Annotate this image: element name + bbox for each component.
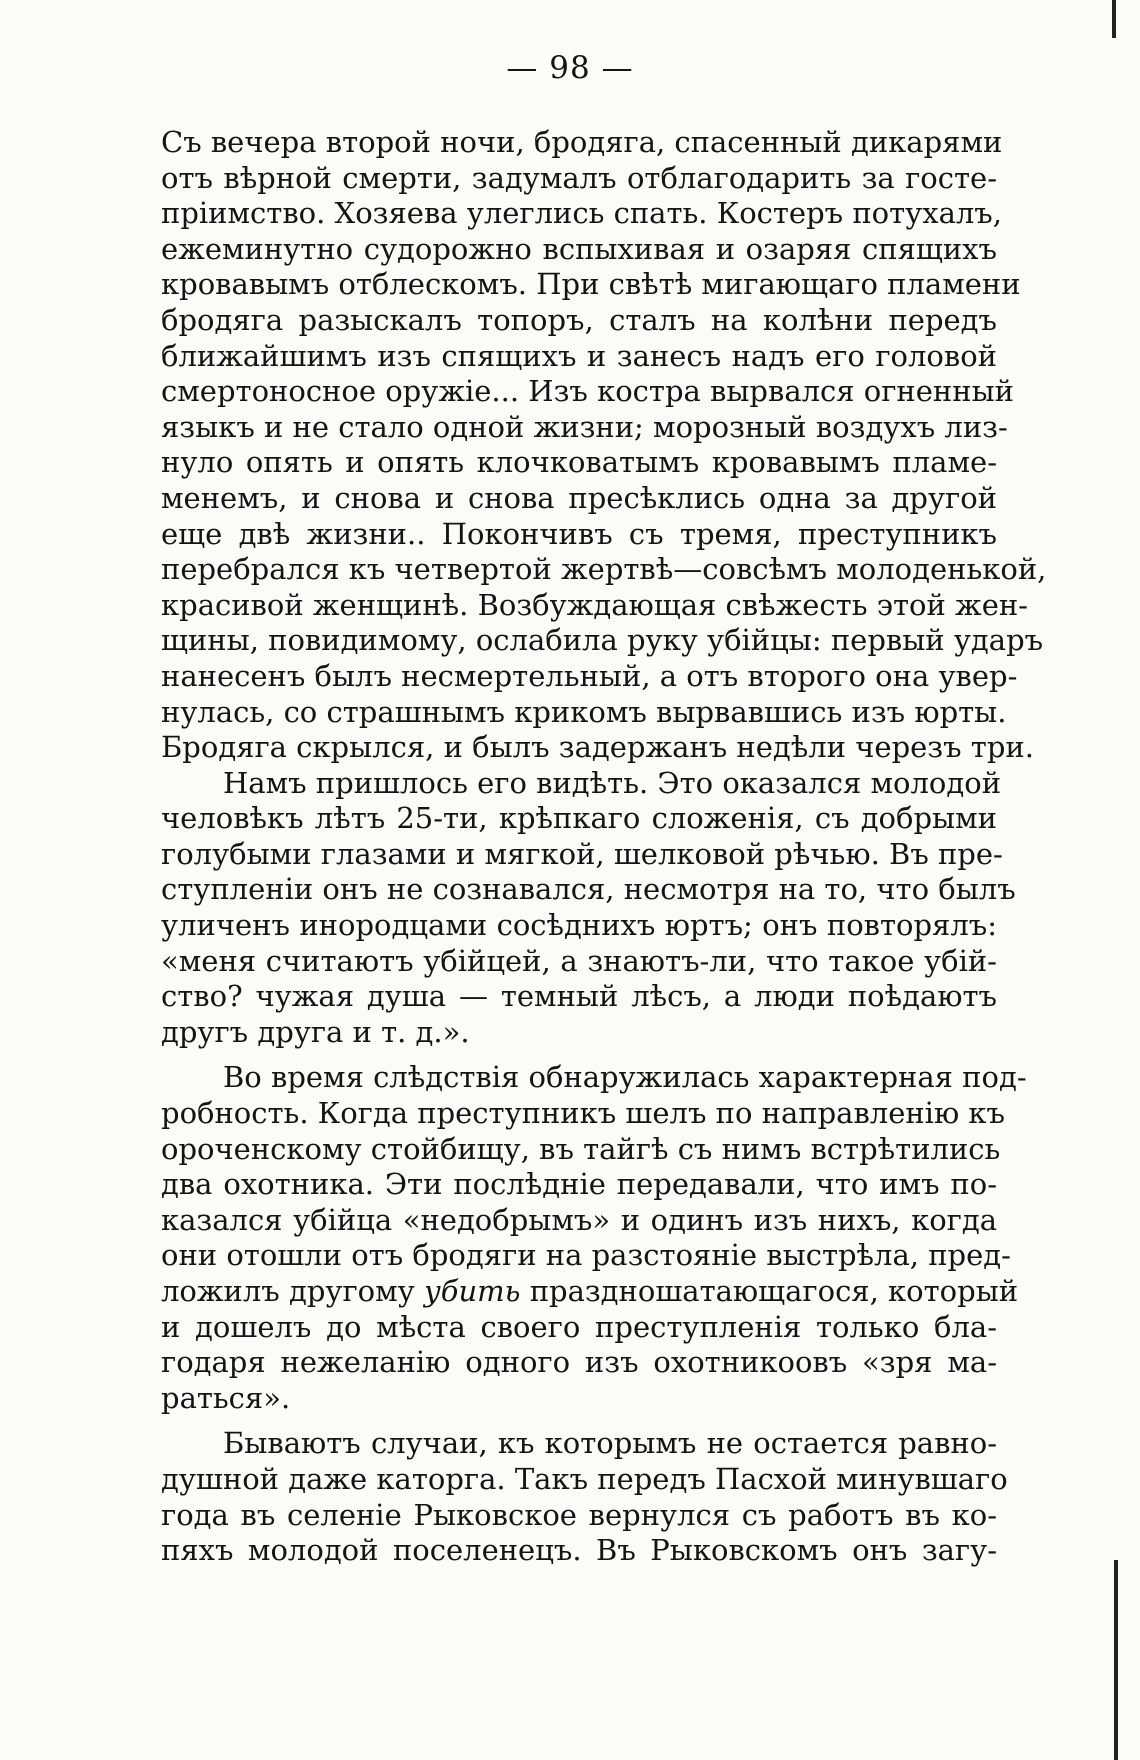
text-fragment: праздношатающагося, который: [529, 1274, 1019, 1308]
text-line: нанесенъ былъ несмертельный, а отъ второго она увер-: [161, 658, 1018, 693]
text-line: два охотника. Эти послѣдніе передавали, что имъ по-: [161, 1167, 997, 1202]
text-line: пяхъ молодой поселенецъ. Въ Рыковскомъ онъ загу-: [161, 1533, 997, 1568]
text-line: уличенъ инородцами сосѣднихъ юртъ; онъ повторялъ:: [161, 908, 997, 943]
text-line-with-italic: [161, 1274, 1019, 1310]
paragraph-first-line: Бываютъ случаи, къ которымъ не остается равно-: [223, 1426, 997, 1461]
text-line: ступленіи онъ не сознавался, несмотря на то, что былъ: [161, 872, 1016, 907]
text-line: нулась, со страшнымъ крикомъ вырвавшись изъ юрты.: [161, 694, 1007, 729]
text-line: отъ вѣрной смерти, задумалъ отблагодарить за госте-: [161, 160, 997, 195]
paragraph-first-line: Намъ пришлось его видѣть. Это оказался молодой: [223, 765, 1002, 800]
text-line: красивой женщинѣ. Возбуждающая свѣжесть этой жен-: [161, 587, 1028, 622]
text-line: ближайшимъ изъ спящихъ и занесъ надъ его головой: [161, 338, 997, 373]
body-text: [161, 125, 1047, 1569]
text-line: пріимство. Хозяева улеглись спать. Костеръ потухалъ,: [161, 196, 1002, 231]
page-number: — 98 —: [506, 50, 634, 86]
text-line: смертоносное оружіе... Изъ костра вырвался огненный: [161, 374, 1014, 409]
scan-edge-mark-top: [1112, 0, 1116, 38]
paragraph-first-line: Во время слѣдствія обнаружилась характерная под-: [223, 1060, 1027, 1095]
scan-edge-mark-bottom: [1114, 1560, 1118, 1760]
text-line: раться».: [161, 1380, 291, 1415]
text-line: голубыми глазами и мягкой, шелковой рѣчью. Въ пре-: [161, 836, 1003, 871]
text-line: они отошли отъ бродяги на разстояніе выстрѣла, пред-: [161, 1238, 1011, 1273]
text-line: ство? чужая душа — темный лѣсъ, а люди поѣдаютъ: [161, 979, 997, 1014]
text-line: казался убійца «недобрымъ» и одинъ изъ нихъ, когда: [161, 1202, 997, 1237]
text-line: Бродяга скрылся, и былъ задержанъ недѣли черезъ три.: [161, 730, 1034, 765]
text-fragment: ложилъ другому: [161, 1274, 415, 1308]
text-line: и дошелъ до мѣста своего преступленія только бла-: [161, 1309, 997, 1344]
text-line: менемъ, и снова и снова пресѣклись одна за другой: [161, 480, 997, 515]
text-line: года въ селеніе Рыковское вернулся съ работъ въ ко-: [161, 1497, 997, 1532]
text-line: другъ друга и т. д.».: [161, 1014, 470, 1049]
text-line: еще двѣ жизни.. Покончивъ съ тремя, преступникъ: [161, 516, 997, 551]
text-line: кровавымъ отблескомъ. При свѣтѣ мигающаго пламени: [161, 267, 1021, 302]
text-line: человѣкъ лѣтъ 25-ти, крѣпкаго сложенія, съ добрыми: [161, 801, 997, 836]
text-line: языкъ и не стало одной жизни; морозный воздухъ лиз-: [161, 409, 1008, 444]
text-line: ороченскому стойбищу, въ тайгѣ съ нимъ встрѣтились: [161, 1131, 1001, 1166]
text-line: годаря нежеланію одного изъ охотникоовъ «зря ма-: [161, 1345, 997, 1380]
text-line: Съ вечера второй ночи, бродяга, спасенный дикарями: [161, 125, 1003, 159]
text-line: «меня считаютъ убійцей, а знаютъ-ли, что такое убій-: [161, 943, 997, 978]
text-line: нуло опять и опять клочковатымъ кровавымъ пламе-: [161, 445, 997, 480]
text-line: бродяга разыскалъ топоръ, сталъ на колѣни передъ: [161, 302, 997, 337]
text-line: щины, повидимому, ослабила руку убійцы: первый ударъ: [161, 623, 1044, 658]
text-line: ежеминутно судорожно вспыхивая и озаряя спящихъ: [161, 231, 997, 266]
text-line: перебрался къ четвертой жертвѣ—совсѣмъ молоденькой,: [161, 552, 1047, 587]
italic-word: убить: [423, 1274, 521, 1308]
text-line: душной даже каторга. Такъ передъ Пасхой минувшаго: [161, 1461, 1008, 1496]
text-line: робность. Когда преступникъ шелъ по направленію къ: [161, 1096, 1006, 1131]
